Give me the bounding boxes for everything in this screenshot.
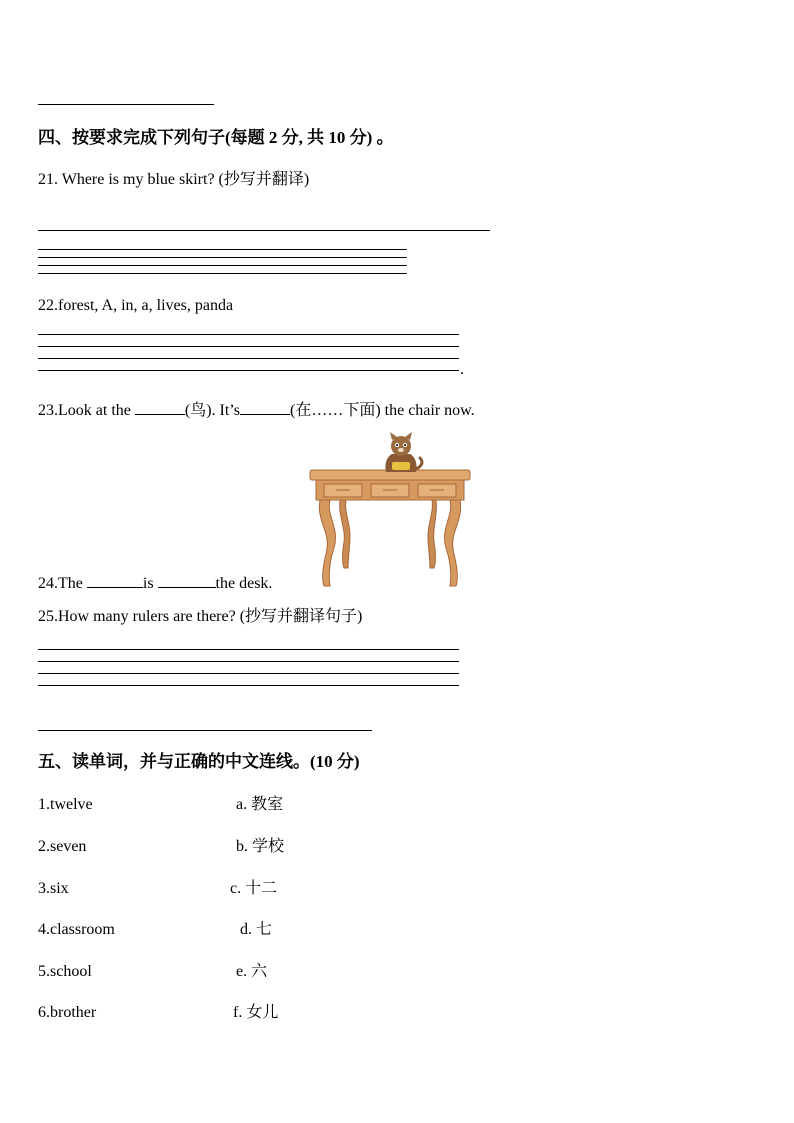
meaning-item-c[interactable]: c. 十二 (230, 880, 278, 897)
answer-line-21c[interactable] (38, 257, 407, 258)
answer-line-25a[interactable] (38, 649, 459, 650)
answer-line-25e[interactable] (38, 730, 372, 731)
answer-line-25b[interactable] (38, 661, 459, 662)
word-item-2[interactable]: 2.seven (38, 838, 87, 855)
blank-23a[interactable] (135, 400, 185, 415)
answer-line-21a[interactable] (38, 230, 490, 231)
question-24 (38, 573, 272, 594)
word-item-5[interactable]: 5.school (38, 963, 92, 980)
answer-line-21e[interactable] (38, 273, 407, 274)
answer-line-25c[interactable] (38, 673, 459, 674)
question-22-end-mark: . (460, 361, 464, 378)
word-item-4[interactable]: 4.classroom (38, 921, 115, 938)
question-25-number: 25 (38, 608, 54, 625)
cat-on-desk-icon (306, 432, 476, 590)
question-23-part1: .Look at the (54, 402, 131, 419)
answer-line-21d[interactable] (38, 265, 407, 266)
section5-title: 五、读单词，并与正确的中文连线。(10 分) (38, 752, 360, 771)
section4-title: 四、按要求完成下列句子(每题 2 分, 共 10 分) 。 (38, 128, 394, 147)
question-24-part1: .The (54, 575, 83, 592)
question-21-number: 21 (38, 171, 54, 188)
answer-line-25d[interactable] (38, 685, 459, 686)
question-24-part2: is (142, 575, 154, 592)
answer-line-22b[interactable] (38, 346, 459, 347)
word-item-1[interactable]: 1.twelve (38, 796, 93, 813)
question-22-text: .forest, A, in, a, lives, panda (54, 297, 234, 314)
question-25 (38, 607, 362, 627)
answer-line-22d[interactable] (38, 370, 459, 371)
answer-line-22a[interactable] (38, 334, 459, 335)
word-item-6[interactable]: 6.brother (38, 1004, 97, 1021)
meaning-item-a[interactable]: a. 教室 (236, 796, 284, 813)
word-item-3[interactable]: 3.six (38, 880, 69, 897)
question-22-number: 22 (38, 297, 54, 314)
meaning-item-d[interactable]: d. 七 (240, 921, 273, 938)
top-rule (38, 104, 214, 105)
meaning-item-e[interactable]: e. 六 (236, 963, 268, 980)
question-24-part3: the desk. (215, 575, 273, 592)
blank-23b[interactable] (240, 400, 290, 415)
question-25-text: .How many rulers are there? (抄写并翻译句子) (54, 608, 363, 625)
question-21-text: . Where is my blue skirt? (抄写并翻译) (54, 171, 310, 188)
question-23 (38, 400, 475, 421)
meaning-item-f[interactable]: f. 女儿 (233, 1004, 279, 1021)
blank-24a[interactable] (87, 573, 143, 588)
answer-line-21b[interactable] (38, 249, 407, 250)
question-24-number: 24 (38, 575, 54, 592)
blank-24b[interactable] (158, 573, 216, 588)
answer-line-22c[interactable] (38, 358, 459, 359)
question-23-part2: (鸟). It’s (184, 402, 240, 419)
question-22 (38, 296, 233, 316)
question-21 (38, 170, 309, 190)
question-23-number: 23 (38, 402, 54, 419)
meaning-item-b[interactable]: b. 学校 (236, 838, 285, 855)
question-23-part3: (在……下面) the chair now. (289, 402, 475, 419)
